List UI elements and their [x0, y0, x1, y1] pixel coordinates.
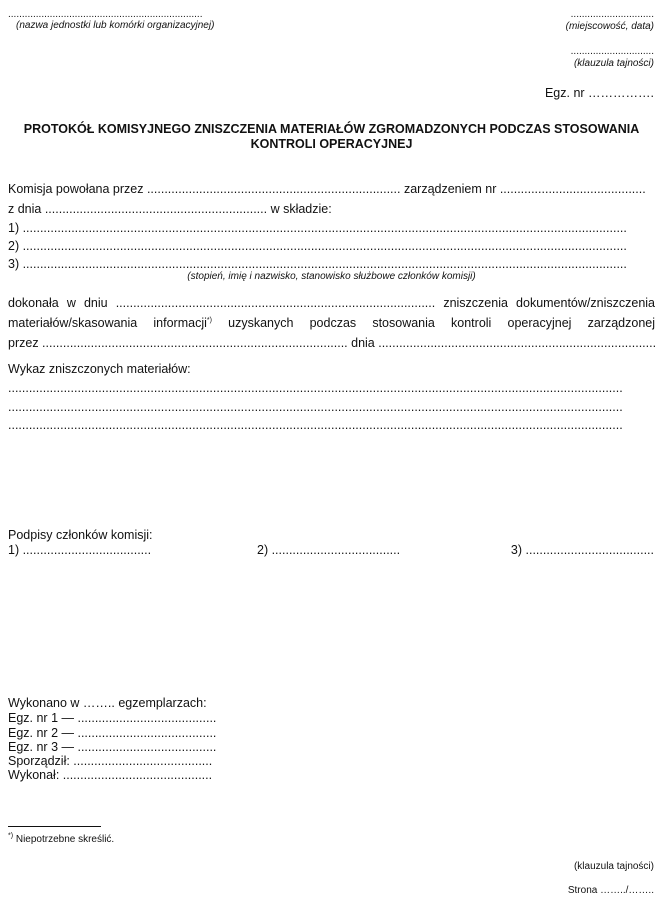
footnote-divider — [8, 826, 101, 827]
commission-line-2: z dnia ................................................................ w składzie: — [8, 202, 332, 216]
copies-line: Wykonano w …….. egzemplarzach: — [8, 696, 207, 710]
commission-line-1: Komisja powołana przez ......................................................................... zarządzeniem nr .......................................... — [8, 182, 646, 196]
destruction-line-2 — [8, 316, 655, 330]
footnote-marker: *) — [8, 832, 14, 840]
copy-2-line: Egz. nr 2 — ........................................ — [8, 726, 217, 740]
signature-2: 2) ..................................... — [257, 543, 401, 557]
destruction-line-2a: materiałów/skasowania informacji — [8, 316, 207, 330]
destruction-line-3: przez ........................................................................................ dnia ................................................................................ — [8, 336, 657, 350]
destruction-line-2b: uzyskanych podczas stosowania kontroli operacyjnej zarządzonej — [211, 316, 655, 330]
signatures-heading: Podpisy członków komisji: — [8, 528, 153, 542]
unit-name-caption: (nazwa jednostki lub komórki organizacyjnej) — [16, 20, 215, 31]
executed-by-line: Wykonał: ........................................... — [8, 768, 213, 782]
copy-number: Egz. nr ……………. — [544, 86, 654, 100]
place-date-caption: (miejscowość, data) — [565, 21, 654, 32]
page-title: PROTOKÓŁ KOMISYJNEGO ZNISZCZENIA MATERIAŁÓW ZGROMADZONYCH PODCZAS STOSOWANIA KONTROLI OPERACYJNEJ — [23, 122, 640, 151]
clause-caption: (klauzula tajności) — [573, 58, 654, 69]
member-line-3: 3) .............................................................................................................................................................................. — [8, 257, 627, 271]
signature-1: 1) ..................................... — [8, 543, 152, 557]
footnote-marker: *) — [206, 316, 212, 324]
member-line-2: 2) .............................................................................................................................................................................. — [8, 239, 627, 253]
unit-name-field: ...................................................................... — [8, 9, 203, 20]
footnote — [8, 834, 114, 845]
clause-field: .............................. — [570, 46, 654, 57]
list-row: ................................................................................................................................................................................. — [8, 418, 623, 432]
place-date-field: .............................. — [570, 9, 654, 20]
page-number: Strona ……../…….. — [567, 885, 654, 896]
copy-3-line: Egz. nr 3 — ........................................ — [8, 740, 217, 754]
footnote-text: Niepotrzebne skreślić. — [13, 834, 115, 845]
signature-3: 3) ..................................... — [510, 543, 654, 557]
prepared-by-line: Sporządził: ........................................ — [8, 754, 213, 768]
members-caption: (stopień, imię i nazwisko, stanowisko służbowe członków komisji) — [187, 271, 476, 282]
destruction-line-1: dokonała w dniu ............................................................................................ zniszczenia dokumentów/zniszczenia — [8, 296, 655, 310]
list-row: ................................................................................................................................................................................. — [8, 400, 623, 414]
list-row: ................................................................................................................................................................................. — [8, 381, 623, 395]
member-line-1: 1) .............................................................................................................................................................................. — [8, 221, 627, 235]
copy-1-line: Egz. nr 1 — ........................................ — [8, 711, 217, 725]
list-heading: Wykaz zniszczonych materiałów: — [8, 362, 191, 376]
footer-clause: (klauzula tajności) — [573, 861, 654, 872]
